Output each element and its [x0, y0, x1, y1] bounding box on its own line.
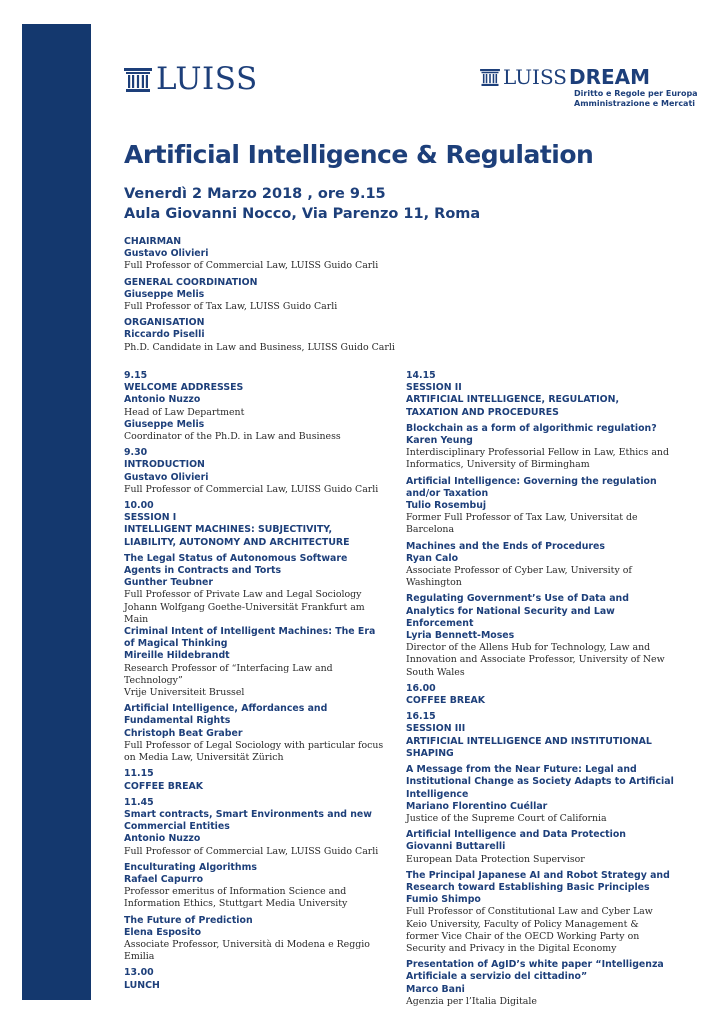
talk-title: The Legal Status of Autonomous Software Agents in Contracts and Torts [124, 552, 348, 577]
program-left-column [124, 370, 386, 992]
talk-title: Machines and the Ends of Procedures [406, 540, 605, 552]
coordination-desc: Full Professor of Tax Law, LUISS Guido Carli [124, 301, 338, 313]
time-label: 16.00 [406, 682, 436, 694]
organisation-name: Riccardo Piselli [124, 329, 205, 341]
speaker-name: Antonio Nuzzo [124, 833, 201, 845]
speaker-name: Giuseppe Melis [124, 418, 205, 430]
talk-title: Presentation of AgID’s white paper “Intelligenza Artificiale a servizio del cittadino” [406, 959, 664, 983]
speaker-name: Fumio Shimpo [406, 894, 481, 906]
time-label: 10.00 [124, 500, 154, 512]
speaker-affiliation: Full Professor of Private Law and Legal Sociology [124, 589, 362, 601]
talk-title: The Principal Japanese AI and Robot Strategy and Research toward Establishing Basic Principles [406, 869, 670, 893]
time-label: 9.15 [124, 370, 148, 381]
luiss-wordmark: LUISS [156, 61, 258, 97]
session-heading: COFFEE BREAK [406, 695, 486, 707]
dream-subtitle [574, 89, 698, 109]
speaker-affiliation: Associate Professor, Università di Modena e Reggio Emilia [124, 938, 370, 963]
speaker-affiliation: Full Professor of Legal Sociology with particular focus on Media Law, Universität Zürich [124, 739, 384, 764]
speaker-affiliation: Coordinator of the Ph.D. in Law and Business [124, 431, 341, 443]
speaker-name: Marco Bani [406, 983, 465, 995]
column-icon [124, 68, 152, 92]
speaker-name: Gunther Teubner [124, 577, 213, 589]
chairman-desc: Full Professor of Commercial Law, LUISS Guido Carli [124, 260, 379, 272]
event-venue: Aula Giovanni Nocco, Via Parenzo 11, Roma [124, 206, 481, 222]
dream-luiss-wordmark: LUISS [503, 65, 567, 89]
speaker-affiliation: Professor emeritus of Information Science and Information Ethics, Stuttgart Media University [124, 886, 348, 910]
left-color-band [22, 24, 91, 1000]
talk-title: Enculturating Algorithms [124, 861, 257, 873]
time-label: 11.45 [124, 796, 154, 808]
time-label: 13.00 [124, 967, 154, 979]
speaker-affiliation: European Data Protection Supervisor [406, 853, 585, 865]
speaker-affiliation: Head of Law Department [124, 406, 245, 418]
luiss-logo [124, 61, 258, 97]
talk-title: Artificial Intelligence: Governing the regulation and/or Taxation [406, 475, 657, 499]
speaker-name: Lyria Bennett-Moses [406, 630, 515, 642]
speaker-name: Mariano Florentino Cuéllar [406, 800, 548, 812]
speaker-name: Elena Esposito [124, 926, 202, 938]
speaker-affiliation: Research Professor of “Interfacing Law and Technology” [124, 662, 333, 686]
speaker-name: Antonio Nuzzo [124, 394, 201, 406]
speaker-affiliation: Agenzia per l’Italia Digitale [406, 995, 537, 1007]
session-heading: SESSION I [124, 512, 177, 524]
session-title: INTELLIGENT MACHINES: SUBJECTIVITY, LIABILITY, AUTONOMY AND ARCHITECTURE [124, 524, 350, 548]
speaker-affiliation: Director of the Allens Hub for Technology, Law and Innovation and Associate Professor, University of New South Wales [406, 642, 665, 678]
session-title: ARTIFICIAL INTELLIGENCE AND INSTITUTIONAL SHAPING [406, 735, 652, 759]
session-heading: SESSION II [406, 382, 462, 394]
speaker-affiliation: Associate Professor of Cyber Law, University of Washington [406, 565, 632, 589]
speaker-affiliation: Vrije Universiteit Brussel [124, 687, 245, 699]
talk-title: Regulating Government’s Use of Data and Analytics for National Security and Law Enforcement [406, 593, 629, 629]
event-date: Venerdì 2 Marzo 2018 , ore 9.15 [124, 186, 386, 202]
program-right-column [406, 370, 674, 1008]
organisation-block [124, 236, 424, 354]
organisation-heading: ORGANISATION [124, 317, 205, 329]
speaker-affiliation: Full Professor of Commercial Law, LUISS Guido Carli [124, 483, 379, 495]
talk-title: A Message from the Near Future: Legal and Institutional Change as Society Adapts to Artificial Intelligence [406, 764, 674, 800]
session-heading: SESSION III [406, 723, 466, 735]
dream-wordmark: DREAM [569, 65, 651, 89]
talk-title: Artificial Intelligence and Data Protection [406, 829, 626, 841]
speaker-name: Christoph Beat Graber [124, 727, 243, 739]
session-heading: LUNCH [124, 979, 160, 991]
coordination-name: Giuseppe Melis [124, 288, 205, 300]
talk-title: Artificial Intelligence, Affordances and Fundamental Rights [124, 703, 328, 727]
talk-title: The Future of Prediction [124, 914, 253, 926]
chairman-heading: CHAIRMAN [124, 236, 182, 247]
column-icon [480, 69, 500, 86]
event-info [124, 184, 480, 224]
session-title: ARTIFICIAL INTELLIGENCE, REGULATION, TAXATION AND PROCEDURES [406, 394, 620, 418]
talk-title: Blockchain as a form of algorithmic regulation? [406, 422, 657, 434]
coordination-heading: GENERAL COORDINATION [124, 276, 258, 288]
speaker-name: Giovanni Buttarelli [406, 841, 506, 853]
time-label: 16.15 [406, 711, 436, 723]
speaker-name: Ryan Calo [406, 552, 459, 564]
dream-subtitle-line1: Diritto e Regole per Europa [574, 89, 698, 98]
speaker-affiliation: Full Professor of Commercial Law, LUISS Guido Carli [124, 845, 379, 857]
session-heading: WELCOME ADDRESSES [124, 382, 244, 394]
time-label: 9.30 [124, 447, 148, 459]
dream-subtitle-line2: Amministrazione e Mercati [574, 99, 696, 108]
time-label: 14.15 [406, 370, 436, 381]
talk-title: Smart contracts, Smart Environments and new Commercial Entities [124, 808, 372, 833]
organisation-desc: Ph.D. Candidate in Law and Business, LUISS Guido Carli [124, 341, 395, 353]
speaker-affiliation: Full Professor of Constitutional Law and Cyber Law Keio University, Faculty of Policy Management & former Vice Chair of the OECD Working Party on Security and Privacy in the Digital Economy [406, 906, 653, 954]
session-heading: COFFEE BREAK [124, 780, 204, 792]
speaker-affiliation: Former Full Professor of Tax Law, Universitat de Barcelona [406, 512, 638, 536]
page-title: Artificial Intelligence & Regulation [124, 140, 594, 169]
session-heading: INTRODUCTION [124, 459, 205, 471]
speaker-name: Mireille Hildebrandt [124, 650, 230, 662]
speaker-affiliation: Interdisciplinary Professorial Fellow in Law, Ethics and Informatics, University of Birmingham [406, 447, 669, 471]
speaker-name: Rafael Capurro [124, 873, 204, 885]
speaker-name: Tulio Rosembuj [406, 500, 487, 512]
speaker-affiliation: Johann Wolfgang Goethe-Universität Frankfurt am Main [124, 601, 365, 625]
speaker-name: Gustavo Olivieri [124, 471, 209, 483]
chairman-name: Gustavo Olivieri [124, 248, 209, 260]
talk-title: Criminal Intent of Intelligent Machines: The Era of Magical Thinking [124, 626, 376, 650]
speaker-affiliation: Justice of the Supreme Court of California [406, 812, 607, 824]
time-label: 11.15 [124, 768, 154, 780]
speaker-name: Karen Yeung [406, 435, 473, 447]
luiss-dream-logo [480, 67, 650, 87]
